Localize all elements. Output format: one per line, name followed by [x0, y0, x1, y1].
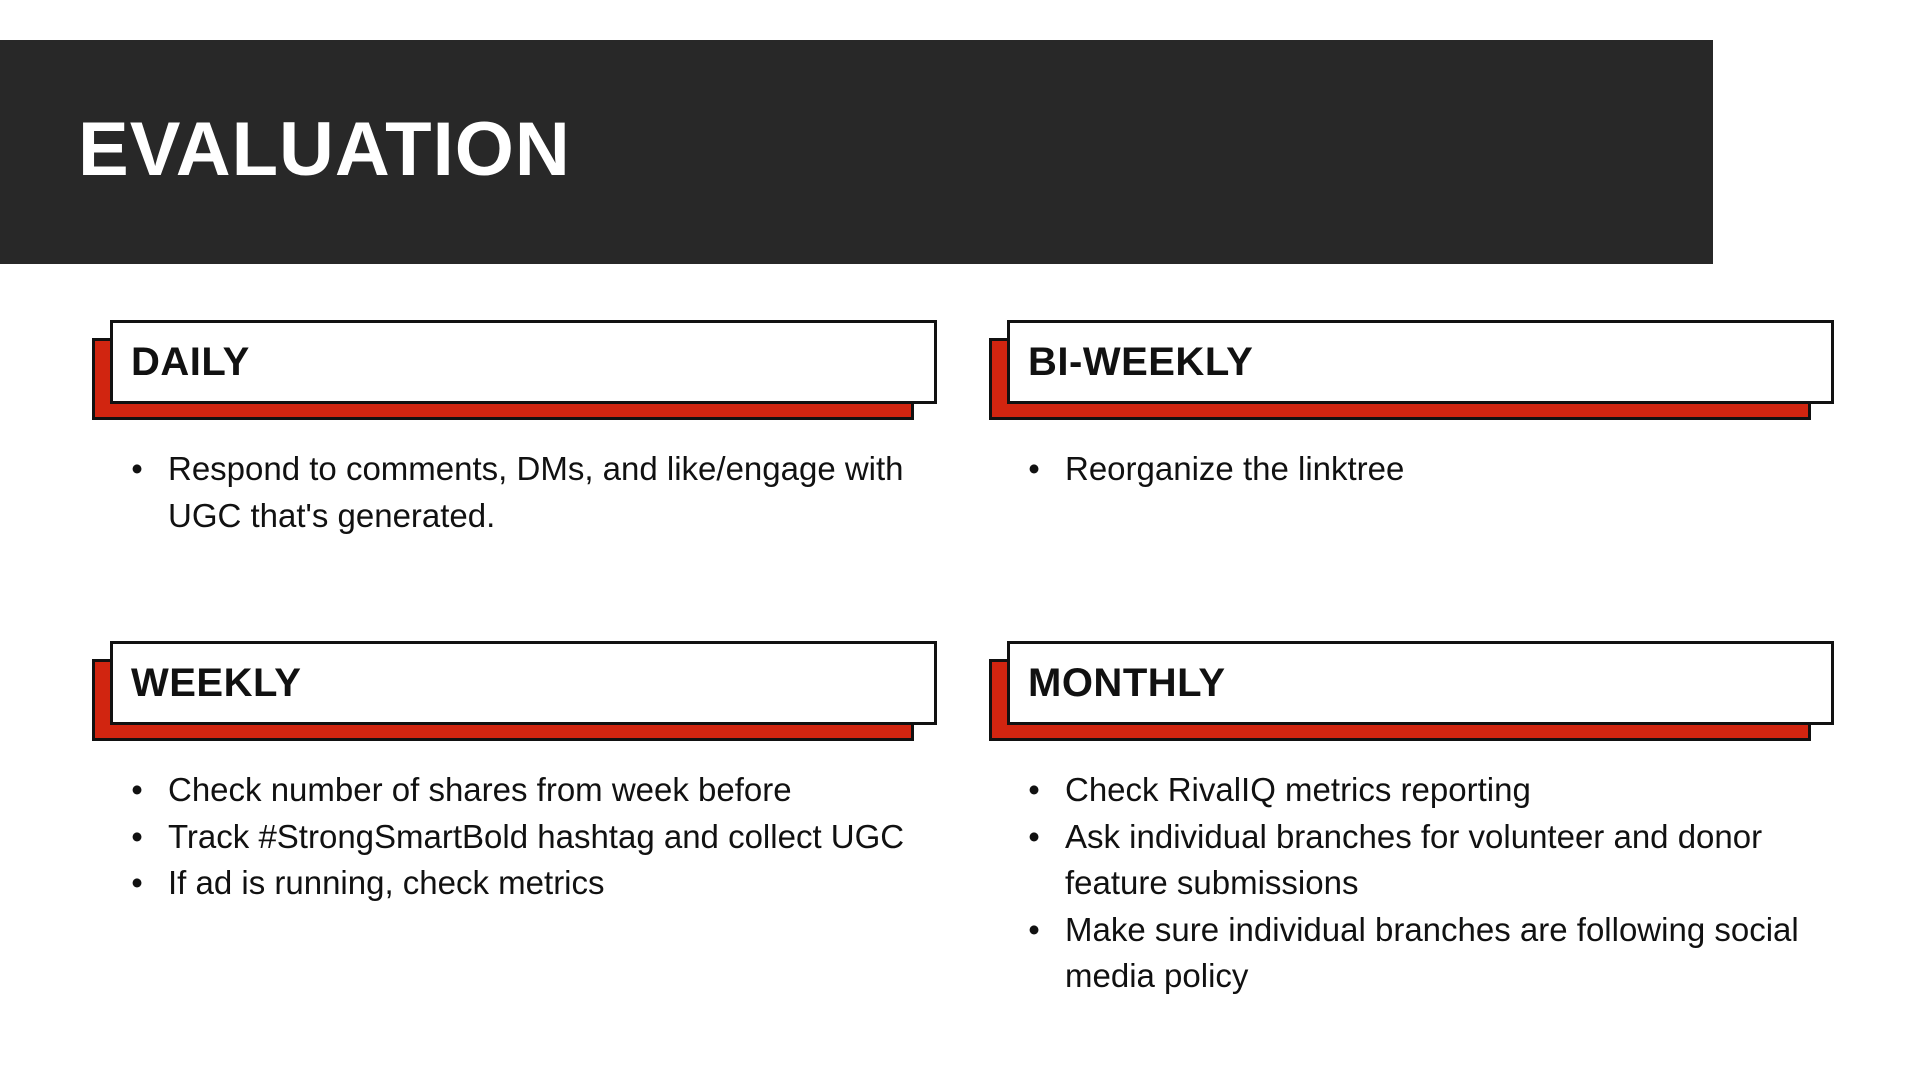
list-item-text: If ad is running, check metrics: [168, 864, 605, 901]
list-item: [1019, 907, 1849, 1000]
page-title: EVALUATION: [78, 107, 571, 192]
label-box: [110, 641, 937, 725]
section-heading: WEEKLY: [131, 660, 302, 705]
section-weekly: [92, 641, 942, 907]
bullet-icon: •: [1028, 771, 1040, 808]
list-item: [1019, 814, 1849, 907]
list-item-text: Check number of shares from week before: [168, 771, 792, 808]
list-item-text: Track #StrongSmartBold hashtag and collect UGC: [168, 817, 905, 855]
bullet-icon: •: [131, 817, 143, 855]
bullet-list: [92, 767, 952, 907]
list-item-text: Ask individual branches for volunteer and donor feature submissions: [1065, 817, 1763, 901]
section-monthly: [989, 641, 1839, 1000]
bullet-list: [989, 446, 1849, 493]
bullet-icon: •: [131, 771, 143, 808]
list-item-text: Check RivalIQ metrics reporting: [1065, 771, 1531, 808]
bullet-list: [989, 767, 1849, 1000]
bullet-icon: •: [1028, 450, 1040, 487]
list-item: [122, 767, 952, 814]
section-heading: MONTHLY: [1028, 660, 1226, 705]
section-label-monthly: [989, 641, 1834, 747]
bullet-icon: •: [1028, 817, 1040, 855]
label-box: [1007, 320, 1834, 404]
bullet-icon: •: [131, 450, 143, 487]
bullet-icon: •: [1028, 910, 1040, 948]
section-daily: [92, 320, 942, 539]
section-biweekly: [989, 320, 1839, 493]
section-label-biweekly: [989, 320, 1834, 426]
section-label-weekly: [92, 641, 937, 747]
list-item: [1019, 446, 1849, 493]
list-item: [122, 446, 952, 539]
list-item-text: Respond to comments, DMs, and like/engage with UGC that's generated.: [168, 450, 904, 534]
bullet-icon: •: [131, 864, 143, 901]
bullet-list: [92, 446, 952, 539]
list-item: [122, 860, 952, 907]
label-box: [1007, 641, 1834, 725]
list-item-text: Make sure individual branches are following social media policy: [1065, 910, 1799, 994]
list-item-text: Reorganize the linktree: [1065, 450, 1405, 487]
list-item: [122, 814, 952, 861]
section-heading: DAILY: [131, 339, 250, 384]
section-heading: BI-WEEKLY: [1028, 339, 1254, 384]
section-label-daily: [92, 320, 937, 426]
list-item: [1019, 767, 1849, 814]
label-box: [110, 320, 937, 404]
